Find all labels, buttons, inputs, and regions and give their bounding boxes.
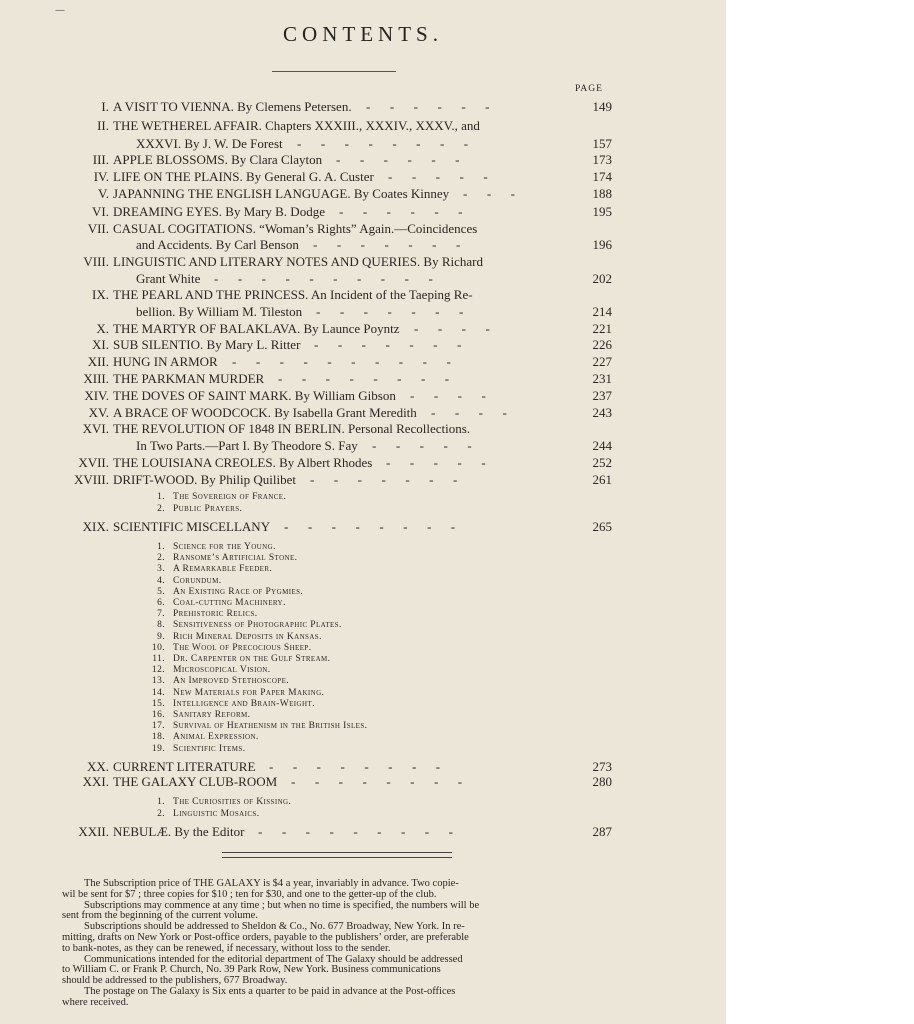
sub-item (0, 744, 726, 755)
entry-title: THE PARKMAN MURDER (113, 371, 265, 386)
sub-item-title: Ransome’s Artificial Stone. (173, 553, 298, 564)
sub-item-number: 2. (157, 553, 165, 564)
dot-leader: - - - - - - - - - - (232, 354, 471, 369)
contents-entry (0, 117, 726, 134)
sub-item-title: The Curiosities of Kissing. (173, 797, 292, 807)
page-number: 237 (592, 388, 612, 403)
entry-title: SCIENTIFIC MISCELLANY (113, 519, 271, 534)
entry-number: XII. (87, 354, 109, 369)
contents-entry (0, 823, 726, 840)
contents-entry (0, 220, 726, 237)
page-title: CONTENTS. (283, 22, 443, 46)
sub-item (0, 721, 726, 732)
sub-item (0, 654, 726, 665)
dot-leader: - - - - - - (339, 204, 482, 219)
dot-leader: - - - - (431, 405, 527, 420)
entry-number: VII. (87, 221, 109, 236)
page-number: 214 (592, 304, 612, 319)
sub-item-title: Intelligence and Brain-Weight. (173, 698, 315, 709)
dot-leader: - - - - - (386, 455, 506, 470)
sub-item-title: Linguistic Mosaics. (173, 808, 260, 819)
dot-leader: - - - - - - (336, 152, 479, 167)
sub-item (0, 676, 726, 687)
dot-leader: - - - - (414, 321, 510, 336)
entry-number: IX. (92, 287, 109, 302)
page-number: 149 (592, 99, 612, 114)
entry-title: A BRACE OF WOODCOCK. By Isabella Grant Meredith (113, 405, 417, 420)
sub-item-number: 11. (152, 654, 165, 664)
contents-entry (0, 286, 726, 303)
sub-item-title: Corundum. (173, 575, 222, 586)
sub-item (0, 553, 726, 564)
sub-item-number: 2. (157, 808, 165, 819)
page-number: 252 (592, 455, 612, 470)
sub-item-number: 18. (151, 732, 165, 743)
entry-number: V. (98, 186, 109, 201)
sub-item (0, 699, 726, 710)
sub-item-number: 5. (157, 586, 165, 597)
sub-item (0, 564, 726, 575)
sub-item-number: 17. (151, 721, 165, 732)
contents-entry (0, 303, 726, 320)
footer-line: The Subscription price of THE GALAXY is $4 a year, invariably in advance. Two copie- (84, 878, 459, 889)
sub-item (0, 576, 726, 587)
page-number: 243 (592, 405, 612, 420)
sub-item-number: 10. (151, 642, 165, 653)
dot-leader: - - - - - - - - - (258, 824, 473, 839)
sub-item (0, 598, 726, 609)
dot-leader: - - - - - - - - (278, 371, 469, 386)
sub-item-title: Scientific Items. (173, 743, 246, 754)
entry-number: XIII. (83, 371, 109, 386)
page-number: 157 (592, 136, 612, 151)
entry-number: XXII. (78, 824, 109, 839)
contents-entry (0, 420, 726, 437)
footer-line: mitting, drafts on New York or Post-office orders, payable to the publishers’ order, are preferable (62, 932, 469, 943)
entry-number: I. (101, 99, 109, 114)
sub-item-number: 15. (151, 698, 165, 709)
sub-item-title: A Remarkable Feeder. (173, 564, 273, 575)
footer-line: Subscriptions should be addressed to Sheldon & Co., No. 677 Broadway, New York. In re- (84, 921, 465, 933)
entry-title: XXXVI. By J. W. De Forest (136, 136, 283, 151)
footer-line: sent from the beginning of the current volume. (62, 910, 258, 922)
contents-entry (0, 336, 726, 353)
corner-mark: — (55, 5, 65, 16)
dot-leader: - - - - - - - (316, 304, 483, 319)
sub-item-number: 7. (157, 609, 165, 620)
sub-item-title: New Materials for Paper Making. (173, 687, 325, 698)
dot-leader: - - - - - - - (310, 472, 477, 487)
page-number: 174 (592, 169, 612, 184)
sub-item-title: Microscopical Vision. (173, 665, 271, 676)
contents-entry (0, 353, 726, 370)
contents-entry (0, 98, 726, 115)
sub-item-title: Animal Expression. (173, 732, 259, 743)
contents-entry (0, 518, 726, 535)
page-number: 265 (592, 519, 612, 534)
entry-number: III. (92, 152, 109, 167)
sub-item-title: The Wool of Precocious Sheep. (173, 642, 312, 653)
entry-number: XIV. (84, 388, 109, 403)
contents-entry (0, 151, 726, 168)
sub-item (0, 620, 726, 631)
page-number: 273 (592, 759, 612, 774)
sub-item-number: 13. (151, 676, 165, 687)
entry-title: A VISIT TO VIENNA. By Clemens Petersen. (113, 99, 352, 114)
page-number: 196 (592, 237, 612, 252)
contents-entry (0, 387, 726, 404)
dot-leader: - - - - - - - - (291, 774, 482, 789)
dot-leader: - - - - - (372, 438, 492, 453)
sub-item-title: Survival of Heathenism in the British Isles. (173, 721, 368, 732)
footer-line: to William C. or Frank P. Church, No. 39 Park Row, New York. Business communications (62, 964, 441, 976)
contents-entry (0, 236, 726, 253)
entry-number: X. (96, 321, 109, 336)
entry-number: XI. (92, 337, 109, 352)
sub-item (0, 643, 726, 654)
contents-entry (0, 773, 726, 790)
contents-entry (0, 270, 726, 287)
sub-item (0, 609, 726, 620)
entry-number: IV. (93, 169, 109, 184)
footer-line: to bank-notes, as they can be renewed, if necessary, without loss to the sender. (62, 942, 391, 954)
page-number: 221 (592, 321, 612, 336)
entry-title: Grant White (136, 271, 201, 286)
entry-title: THE REVOLUTION OF 1848 IN BERLIN. Personal Recollections. (113, 421, 471, 436)
sub-item-number: 9. (157, 631, 165, 642)
dot-leader: - - - - - - - - (269, 759, 460, 774)
entry-number: XIX. (82, 519, 109, 534)
sub-item (0, 809, 726, 820)
dot-leader: - - - - - - - (314, 337, 481, 352)
footer-line: Communications intended for the editorial department of The Galaxy should be addressed (84, 953, 463, 965)
sub-item-title: Public Prayers. (173, 503, 243, 514)
entry-number: XXI. (82, 774, 109, 789)
sub-item (0, 732, 726, 743)
dot-leader: - - - - - (388, 169, 508, 184)
page-number: 173 (592, 152, 612, 167)
contents-entry (0, 404, 726, 421)
contents-entry (0, 185, 726, 202)
sub-item-title: An Improved Stethoscope. (173, 676, 290, 687)
footer-line: Subscriptions may commence at any time ; but when no time is specified, the numbers will be (84, 899, 480, 911)
entry-number: XX. (86, 759, 109, 774)
sub-item-number: 4. (157, 575, 165, 586)
sub-item-number: 1. (157, 797, 165, 807)
entry-title: APPLE BLOSSOMS. By Clara Clayton (113, 152, 323, 167)
entry-title: DREAMING EYES. By Mary B. Dodge (113, 204, 325, 219)
dot-leader: - - - - (410, 388, 506, 403)
sub-item-title: Science for the Young. (173, 542, 276, 552)
entry-title: THE DOVES OF SAINT MARK. By William Gibson (113, 388, 396, 403)
dot-leader: - - - (463, 186, 535, 201)
sub-item (0, 587, 726, 598)
entry-title: and Accidents. By Carl Benson (136, 237, 299, 252)
page-number: 231 (592, 371, 612, 386)
entry-title: bellion. By William M. Tileston (136, 304, 303, 319)
sub-item-number: 3. (157, 564, 165, 575)
dot-leader: - - - - - - - - (297, 136, 488, 151)
dot-leader: - - - - - - (366, 99, 509, 114)
entry-title: LIFE ON THE PLAINS. By General G. A. Custer (113, 169, 374, 184)
title-rule (272, 71, 396, 72)
sub-item-title: Prehistoric Relics. (173, 609, 258, 620)
sub-item-title: Rich Mineral Deposits in Kansas. (173, 631, 322, 642)
contents-entry (0, 168, 726, 185)
page-number: 226 (592, 337, 612, 352)
entry-number: II. (97, 118, 109, 133)
entry-title: HUNG IN ARMOR (113, 354, 218, 369)
page-number: 202 (592, 271, 612, 286)
contents-entry (0, 320, 726, 337)
sub-item (0, 492, 726, 503)
entry-title: THE MARTYR OF BALAKLAVA. By Launce Poyntz (113, 321, 400, 336)
footer-rule (222, 852, 452, 853)
contents-entry (0, 370, 726, 387)
entry-number: XVIII. (73, 472, 109, 487)
contents-entry (0, 437, 726, 454)
footer-line: wil be sent for $7 ; three copies for $10 ; ten for $30, and one to the getter-up of the club. (62, 888, 437, 900)
sub-item-number: 1. (157, 492, 165, 502)
dot-leader: - - - - - - - - (284, 519, 475, 534)
entry-number: XVI. (82, 421, 109, 436)
entry-title: CASUAL COGITATIONS. “Woman’s Rights” Again.—Coincidences (113, 221, 478, 236)
sub-item-number: 12. (151, 665, 165, 676)
sub-item-number: 1. (157, 542, 165, 552)
dot-leader: - - - - - - - - - - (214, 271, 453, 286)
contents-entry (0, 253, 726, 270)
contents-entry (0, 203, 726, 220)
page-number: 244 (592, 438, 612, 453)
sub-item-title: Sanitary Reform. (173, 710, 251, 720)
sub-item (0, 665, 726, 676)
sub-item (0, 632, 726, 643)
background-margin (726, 0, 914, 1024)
page-number: 195 (592, 204, 612, 219)
sub-item-number: 2. (157, 503, 165, 514)
entry-title: CURRENT LITERATURE (113, 759, 256, 774)
entry-title: LINGUISTIC AND LITERARY NOTES AND QUERIES. By Richard (113, 254, 483, 269)
page-number: 280 (592, 774, 612, 789)
entry-number: VI. (92, 204, 109, 219)
entry-title: THE PEARL AND THE PRINCESS. An Incident of the Taeping Re- (113, 287, 473, 302)
sub-item-title: Dr. Carpenter on the Gulf Stream. (173, 654, 331, 664)
page-number: 261 (592, 472, 612, 487)
sub-item-title: The Sovereign of France. (173, 492, 287, 502)
entry-number: VIII. (83, 254, 109, 269)
sub-item-number: 14. (151, 687, 165, 698)
sub-item-title: An Existing Race of Pygmies. (173, 586, 304, 597)
contents-entry (0, 471, 726, 488)
footer-line: where received. (62, 996, 129, 1008)
entry-title: THE GALAXY CLUB-ROOM (113, 774, 278, 789)
entry-title: THE LOUISIANA CREOLES. By Albert Rhodes (113, 455, 373, 470)
sub-item (0, 710, 726, 721)
page-number: 287 (592, 824, 612, 839)
sub-item (0, 542, 726, 553)
entry-title: NEBULÆ. By the Editor (113, 824, 245, 839)
entry-title: In Two Parts.—Part I. By Theodore S. Fay (136, 438, 358, 453)
sub-item (0, 797, 726, 808)
contents-entry (0, 135, 726, 152)
sub-item-number: 19. (151, 743, 165, 754)
sub-item-number: 6. (157, 598, 165, 608)
page-number: 227 (592, 354, 612, 369)
page-column-label: PAGE (575, 84, 603, 94)
footer-line: The postage on The Galaxy is Six ents a quarter to be paid in advance at the Post-offices (84, 986, 456, 997)
sub-item-title: Sensitiveness of Photographic Plates. (173, 620, 342, 631)
sub-item-title: Coal-cutting Machinery. (173, 598, 286, 608)
entry-title: SUB SILENTIO. By Mary L. Ritter (113, 337, 301, 352)
entry-number: XV. (88, 405, 109, 420)
entry-number: XVII. (78, 455, 109, 470)
dot-leader: - - - - - - - (313, 237, 480, 252)
entry-title: JAPANNING THE ENGLISH LANGUAGE. By Coates Kinney (113, 186, 450, 201)
sub-item (0, 504, 726, 515)
page-number: 188 (592, 186, 612, 201)
contents-entry (0, 454, 726, 471)
entry-title: DRIFT-WOOD. By Philip Quilibet (113, 472, 296, 487)
sub-item-number: 16. (151, 710, 165, 720)
entry-title: THE WETHEREL AFFAIR. Chapters XXXIII., XXXIV., XXXV., and (113, 118, 480, 133)
footer-line: should be addressed to the publishers, 677 Broadway. (62, 975, 288, 987)
footer-rule (222, 857, 452, 858)
sub-item-number: 8. (157, 620, 165, 631)
sub-item (0, 688, 726, 699)
